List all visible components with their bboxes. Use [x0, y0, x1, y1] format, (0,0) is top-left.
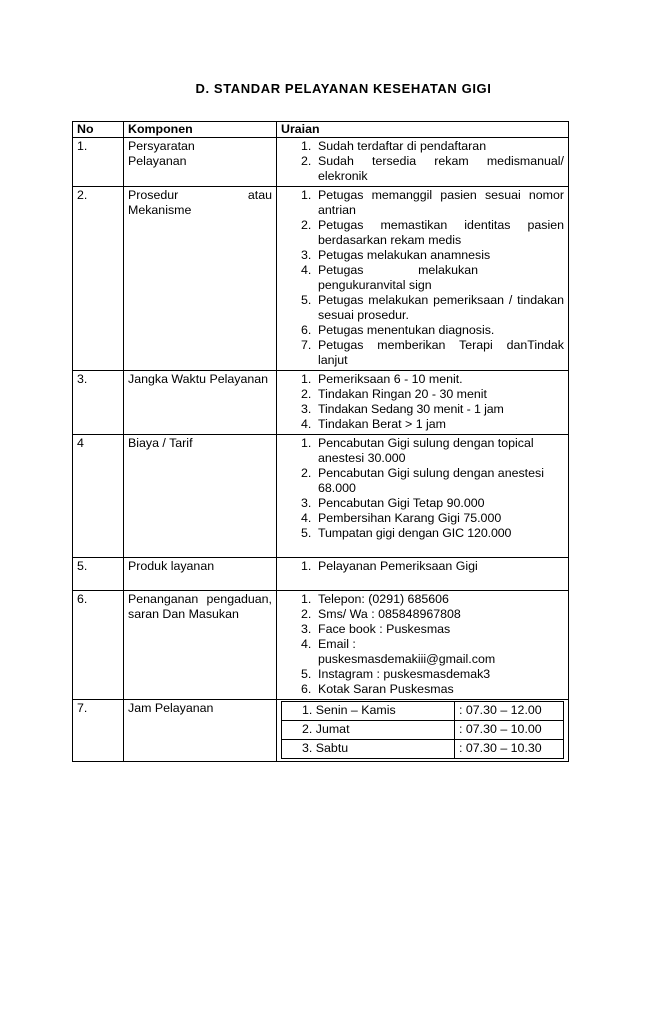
list-item: 3. Pencabutan Gigi Tetap 90.000 — [301, 496, 485, 510]
list-item: 6. Kotak Saran Puskesmas — [301, 682, 454, 696]
row-no: 3. — [73, 371, 124, 435]
row-komponen: Jangka Waktu Pelayanan — [124, 371, 277, 435]
list-item: 4. Email : puskesmasdemakiii@gmail.com — [301, 637, 496, 666]
table-row — [73, 371, 569, 435]
row-no: 1. — [73, 138, 124, 187]
list-item: 1. Sudah terdaftar di pendaftaran — [301, 139, 487, 153]
row-uraian — [277, 138, 569, 187]
list-item: 1. Telepon: (0291) 685606 — [301, 592, 449, 606]
row-no: 6. — [73, 591, 124, 700]
row-komponen: Persyaratan Pelayanan — [124, 138, 277, 187]
list-item: 6. Petugas menentukan diagnosis. — [301, 323, 495, 337]
uraian-list — [281, 436, 564, 541]
hours-row: 3. Sabtu : 07.30 – 10.30 — [282, 740, 564, 759]
list-item: 2. Pencabutan Gigi sulung dengan anestesi 68.000 — [301, 466, 544, 495]
list-item: 2. Tindakan Ringan 20 - 30 menit — [301, 387, 487, 401]
row-uraian — [277, 558, 569, 591]
list-item: 1. Pemeriksaan 6 - 10 menit. — [301, 372, 463, 386]
row-uraian — [277, 187, 569, 371]
table-row — [73, 138, 569, 187]
service-hours — [281, 701, 564, 759]
row-komponen: Penanganan pengaduan, saran Dan Masukan — [124, 591, 277, 700]
list-item: 4. Tindakan Berat > 1 jam — [301, 417, 446, 431]
list-item: 3. Face book : Puskesmas — [301, 622, 451, 636]
row-komponen: Produk layanan — [124, 558, 277, 591]
row-no: 7. — [73, 700, 124, 762]
row-komponen: Prosedur atau Mekanisme — [124, 187, 277, 371]
uraian-list — [281, 188, 564, 368]
uraian-list — [281, 592, 564, 697]
hours-row: 1. Senin – Kamis : 07.30 – 12.00 — [282, 702, 564, 721]
table-row — [73, 558, 569, 591]
row-no: 2. — [73, 187, 124, 371]
table-row — [73, 591, 569, 700]
list-item: 2. Petugas memastikan identitas pasien berdasarkan rekam medis — [301, 218, 564, 247]
list-item: 2. Sms/ Wa : 085848967808 — [301, 607, 461, 621]
list-item: 3. Petugas melakukan anamnesis — [301, 248, 491, 262]
list-item: 4. Pembersihan Karang Gigi 75.000 — [301, 511, 502, 525]
list-item: 7. Petugas memberikan Terapi danTindak lanjut — [301, 338, 564, 367]
list-item: 3. Tindakan Sedang 30 menit - 1 jam — [301, 402, 504, 416]
list-item: 1. Pencabutan Gigi sulung dengan topical anestesi 30.000 — [301, 436, 534, 465]
list-item: 5. Instagram : puskesmasdemak3 — [301, 667, 491, 681]
row-no: 5. — [73, 558, 124, 591]
header-uraian: Uraian — [277, 122, 569, 138]
list-item: 5. Tumpatan gigi dengan GIC 120.000 — [301, 526, 512, 540]
list-item: 1. Pelayanan Pemeriksaan Gigi — [301, 559, 478, 573]
header-komponen: Komponen — [124, 122, 277, 138]
row-uraian — [277, 700, 569, 762]
table-row — [73, 435, 569, 558]
table-row — [73, 700, 569, 762]
header-no: No — [73, 122, 124, 138]
uraian-list — [281, 372, 564, 432]
row-no: 4 — [73, 435, 124, 558]
list-item: 4. Petugas melakukan pengukuranvital sign — [301, 263, 478, 292]
row-uraian — [277, 371, 569, 435]
row-uraian — [277, 435, 569, 558]
row-komponen: Jam Pelayanan — [124, 700, 277, 762]
list-item: 2. Sudah tersedia rekam medismanual/ elekronik — [301, 154, 564, 183]
table-header-row — [73, 122, 569, 138]
row-uraian — [277, 591, 569, 700]
row-komponen: Biaya / Tarif — [124, 435, 277, 558]
document-title: D. STANDAR PELAYANAN KESEHATAN GIGI — [195, 81, 492, 96]
table-row — [73, 187, 569, 371]
uraian-list — [281, 559, 564, 574]
hours-row: 2. Jumat : 07.30 – 10.00 — [282, 721, 564, 740]
list-item: 5. Petugas melakukan pemeriksaan / tindakan sesuai prosedur. — [301, 293, 564, 322]
standard-table — [72, 121, 569, 762]
list-item: 1. Petugas memanggil pasien sesuai nomor antrian — [301, 188, 564, 217]
uraian-list — [281, 139, 564, 184]
